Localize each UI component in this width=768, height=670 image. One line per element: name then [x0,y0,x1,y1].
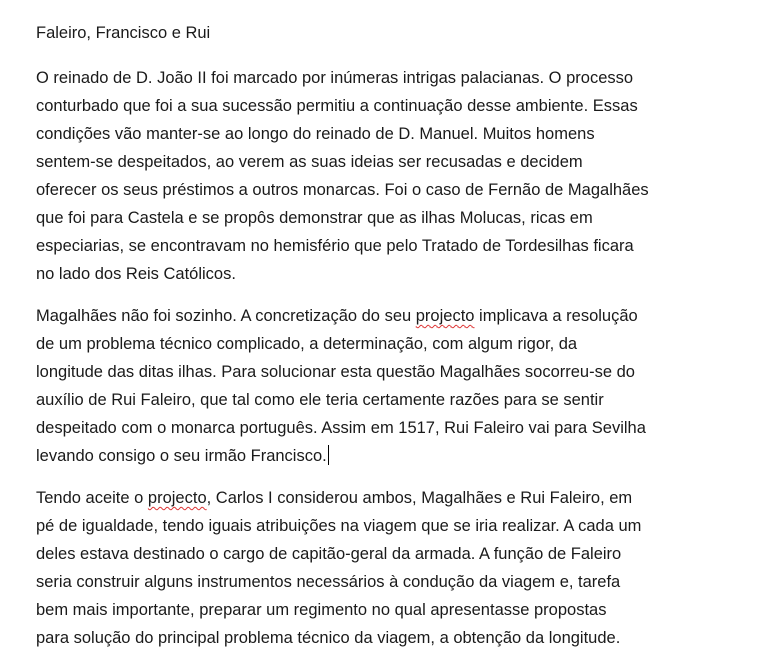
text-line [36,540,756,568]
text-segment: no lado dos Reis Católicos. [36,265,236,283]
text-segment: que foi para Castela e se propôs demonstrar que as ilhas Molucas, ricas em [36,209,593,227]
text-segment: bem mais importante, preparar um regimento no qual apresentasse propostas [36,601,607,619]
text-segment: auxílio de Rui Faleiro, que tal como ele teria certamente razões para se sentir [36,391,604,409]
text-segment: longitude das ditas ilhas. Para solucionar esta questão Magalhães socorreu-se do [36,363,635,381]
text-line [36,120,756,148]
text-segment: O reinado de D. João II foi marcado por inúmeras intrigas palacianas. O processo [36,69,634,87]
text-line [36,64,756,92]
text-segment: , Carlos I considerou ambos, Magalhães e Rui Faleiro, em [206,489,633,507]
text-line [36,92,756,120]
text-segment: sentem-se despeitados, ao verem as suas ideias ser recusadas e decidem [36,153,583,171]
text-segment: levando consigo o seu irmão Francisco. [36,447,327,465]
text-segment: despeitado com o monarca português. Assim em 1517, Rui Faleiro vai para Sevilha [36,419,646,437]
text-segment: de um problema técnico complicado, a determinação, com algum rigor, da [36,335,578,353]
text-line [36,386,756,414]
text-segment: implicava a resolução [474,307,638,325]
text-line [36,260,756,288]
text-line [36,442,756,470]
document-heading: Faleiro, Francisco e Rui [36,24,211,42]
text-line [36,302,756,330]
paragraph [36,484,756,652]
text-segment: Magalhães não foi sozinho. A concretização do seu [36,307,416,325]
text-line [36,414,756,442]
text-segment: pé de igualdade, tendo iguais atribuições na viagem que se iria realizar. A cada um [36,517,642,535]
text-line [36,148,756,176]
text-segment: deles estava destinado o cargo de capitão-geral da armada. A função de Faleiro [36,545,622,563]
paragraph [36,64,756,288]
text-segment: oferecer os seus préstimos a outros monarcas. Foi o caso de Fernão de Magalhães [36,181,649,199]
document-body[interactable] [36,22,756,666]
text-segment: Tendo aceite o [36,489,148,507]
text-line [36,232,756,260]
text-segment: conturbado que foi a sua sucessão permitiu a continuação desse ambiente. Essas [36,97,638,115]
spelling-error-word[interactable]: projecto [415,307,475,325]
text-segment: condições vão manter-se ao longo do reinado de D. Manuel. Muitos homens [36,125,595,143]
text-segment: seria construir alguns instrumentos necessários à condução da viagem e, tarefa [36,573,621,591]
text-cursor [328,445,329,465]
text-line [36,358,756,386]
text-line [36,176,756,204]
paragraph [36,302,756,470]
text-line [36,624,756,652]
paragraphs [36,64,756,652]
text-line [36,512,756,540]
text-line [36,330,756,358]
text-segment: especiarias, se encontravam no hemisfério que pelo Tratado de Tordesilhas ficara [36,237,634,255]
text-segment: para solução do principal problema técnico da viagem, a obtenção da longitude. [36,629,621,647]
spelling-error-word[interactable]: projecto [147,489,207,507]
text-line [36,596,756,624]
text-line [36,484,756,512]
text-line [36,568,756,596]
text-line [36,204,756,232]
